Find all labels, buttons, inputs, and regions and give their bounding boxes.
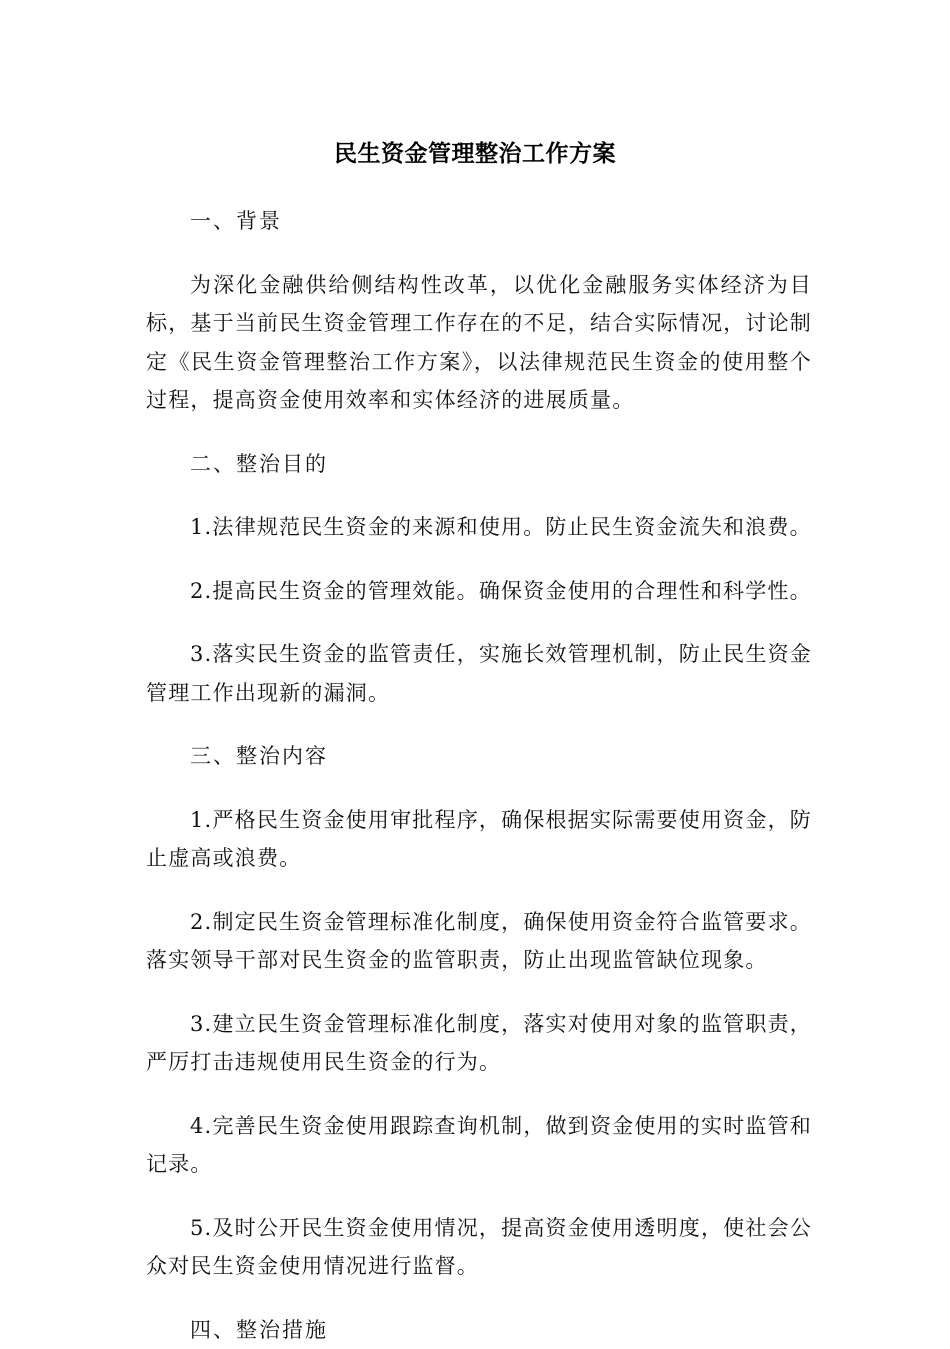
document-body (146, 202, 812, 1349)
section-heading-goals: 二、整治目的 (146, 445, 812, 484)
content-item-3: 3.建立民生资金管理标准化制度，落实对使用对象的监管职责，严厉打击违规使用民生资金的行为。 (146, 1005, 812, 1082)
goal-item-3: 3.落实民生资金的监管责任，实施长效管理机制，防止民生资金管理工作出现新的漏洞。 (146, 635, 812, 712)
content-item-4: 4.完善民生资金使用跟踪查询机制，做到资金使用的实时监管和记录。 (146, 1107, 812, 1184)
content-item-1: 1.严格民生资金使用审批程序，确保根据实际需要使用资金，防止虚高或浪费。 (146, 801, 812, 878)
document-title: 民生资金管理整治工作方案 (0, 136, 950, 172)
content-item-5: 5.及时公开民生资金使用情况，提高资金使用透明度，使社会公众对民生资金使用情况进行监督。 (146, 1209, 812, 1286)
content-item-2: 2.制定民生资金管理标准化制度，确保使用资金符合监管要求。落实领导干部对民生资金的监管职责，防止出现监管缺位现象。 (146, 903, 812, 980)
goal-item-1: 1.法律规范民生资金的来源和使用。防止民生资金流失和浪费。 (146, 508, 812, 547)
section-heading-content: 三、整治内容 (146, 737, 812, 776)
background-paragraph: 为深化金融供给侧结构性改革，以优化金融服务实体经济为目标，基于当前民生资金管理工作存在的不足，结合实际情况，讨论制定《民生资金管理整治工作方案》，以法律规范民生资金的使用整个过程，提高资金使用效率和实体经济的进展质量。 (146, 266, 812, 420)
goal-item-2: 2.提高民生资金的管理效能。确保资金使用的合理性和科学性。 (146, 572, 812, 611)
section-heading-measures: 四、整治措施 (146, 1311, 812, 1349)
section-heading-background: 一、背景 (146, 202, 812, 241)
